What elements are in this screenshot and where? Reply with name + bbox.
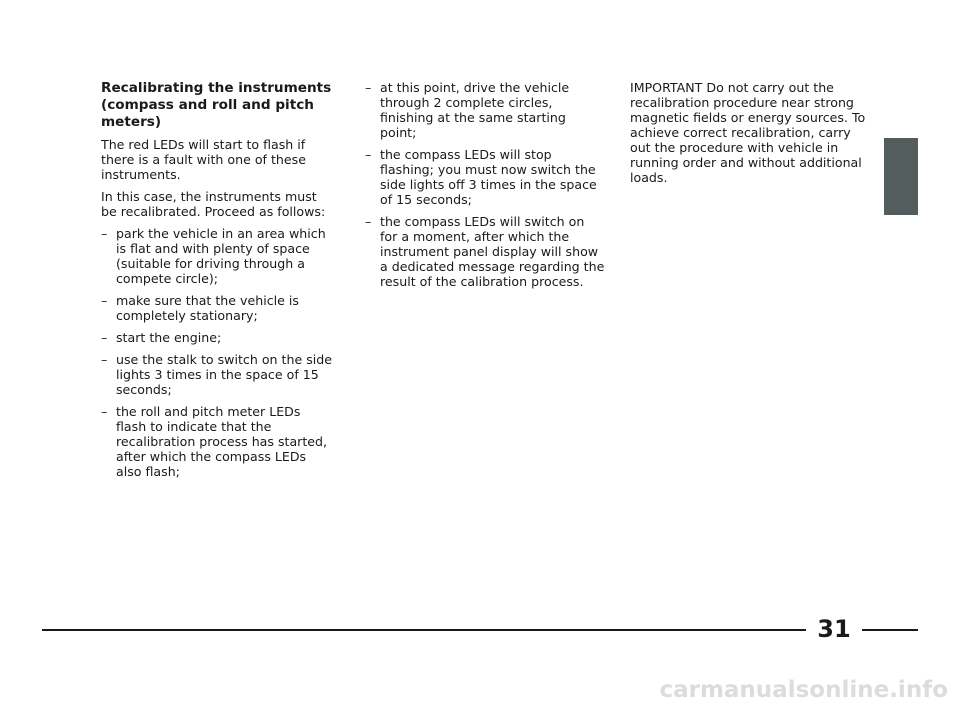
list-item — [101, 352, 333, 397]
dash-bullet: – — [365, 147, 372, 162]
paragraph-fault: The red LEDs will start to flash if there is a fault with one of these instruments. — [101, 137, 306, 182]
list-item-text: make sure that the vehicle is completely stationary; — [116, 293, 299, 323]
footer-rule-left — [42, 629, 806, 631]
step-list-left — [101, 226, 333, 479]
list-item-text: the compass LEDs will switch on for a moment, after which the instrument panel display will show a dedicated message regarding the result of the calibration process. — [380, 214, 605, 289]
list-item — [101, 293, 333, 323]
dash-bullet: – — [101, 293, 108, 308]
list-item-text: the compass LEDs will stop flashing; you must now switch the side lights off 3 times in the space of 15 seconds; — [380, 147, 597, 207]
list-item — [365, 80, 605, 140]
list-item — [101, 226, 333, 286]
list-item-text: start the engine; — [116, 330, 222, 345]
step-list-middle — [365, 80, 605, 289]
list-item — [365, 214, 605, 289]
list-item — [365, 147, 605, 207]
list-item-text: use the stalk to switch on the side lights 3 times in the space of 15 seconds; — [116, 352, 332, 397]
dash-bullet: – — [101, 404, 108, 419]
list-item — [101, 404, 333, 479]
list-item-text: at this point, drive the vehicle through 2 complete circles, finishing at the same starting point; — [380, 80, 570, 140]
section-heading: Recalibrating the instruments (compass and roll and pitch meters) — [101, 80, 332, 130]
watermark: carmanualsonline.info — [659, 677, 948, 703]
list-item-text: the roll and pitch meter LEDs flash to indicate that the recalibration process has started, after which the compass LEDs also flash; — [116, 404, 328, 479]
dash-bullet: – — [365, 80, 372, 95]
dash-bullet: – — [101, 330, 108, 345]
paragraph-procedure: In this case, the instruments must be recalibrated. Proceed as follows: — [101, 189, 326, 219]
column-right — [630, 80, 870, 192]
dash-bullet: – — [365, 214, 372, 229]
page-number: 31 — [817, 615, 851, 643]
list-item-text: park the vehicle in an area which is flat and with plenty of space (suitable for driving through a compete circle); — [116, 226, 326, 286]
column-left — [101, 80, 333, 486]
column-middle — [365, 80, 605, 296]
dash-bullet: – — [101, 352, 108, 367]
dash-bullet: – — [101, 226, 108, 241]
list-item — [101, 330, 333, 345]
section-tab-marker — [884, 138, 918, 215]
footer-rule-right — [862, 629, 918, 631]
important-note: IMPORTANT Do not carry out the recalibration procedure near strong magnetic fields or energy sources. To achieve correct recalibration, carry out the procedure with vehicle in running order and without additional loads. — [630, 80, 866, 185]
